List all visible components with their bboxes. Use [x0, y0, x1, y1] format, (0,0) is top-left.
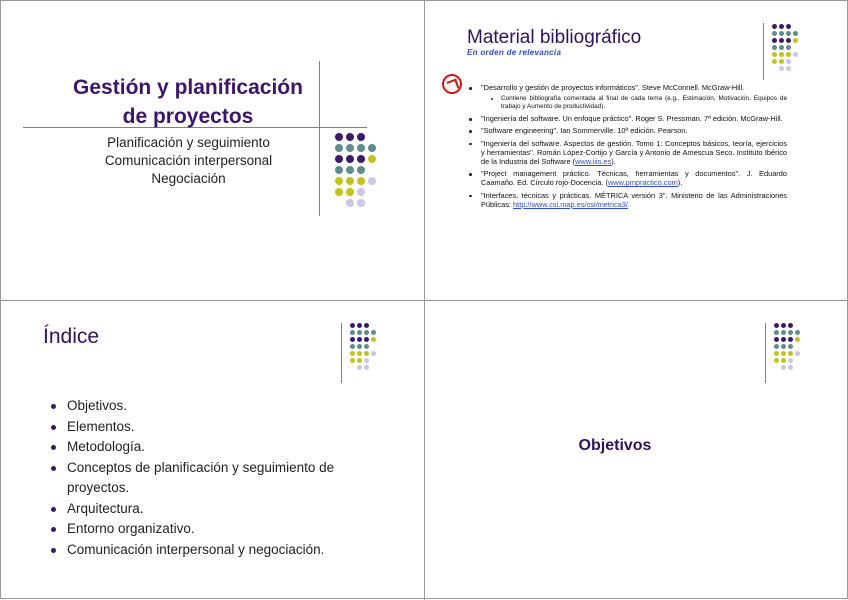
presentation-title [43, 73, 333, 131]
decorative-dot [786, 38, 791, 43]
slide-objectives [425, 301, 848, 600]
decorative-dot [364, 323, 369, 328]
pmpractico-link[interactable]: www.pmpractico.com [607, 178, 678, 188]
decorative-dot [774, 358, 779, 363]
decorative-dot [781, 337, 786, 342]
decorative-dot [346, 199, 354, 207]
decorative-dot [357, 330, 362, 335]
index-item: Objetivos. [49, 396, 369, 417]
decorative-dot [772, 59, 777, 64]
decorative-dot [335, 133, 343, 141]
subtitle-line: Negociación [151, 171, 226, 186]
decorative-dot [788, 337, 793, 342]
bibliography-item: "Project management práctico. Técnicas, herramientas y documentos". J. Eduardo Caamaño. Ed. Círculo rojo-Docencia. (www.pmpractico.com). [467, 169, 787, 187]
decorative-dot [350, 337, 355, 342]
dot-grid-rule [341, 323, 342, 383]
decorative-dot [774, 323, 779, 328]
bibliography-item: "Software engineering". Ian Sommerville. 10ª edición. Pearson. [467, 126, 787, 135]
decorative-dot [371, 330, 376, 335]
decorative-dot [357, 344, 362, 349]
decorative-dot [779, 31, 784, 36]
decorative-dot [357, 188, 365, 196]
index-item: Comunicación interpersonal y negociación. [49, 540, 369, 561]
decorative-dot [357, 358, 362, 363]
decorative-dot [368, 144, 376, 152]
decorative-dot [788, 344, 793, 349]
iiis-link[interactable]: www.iiis.es [575, 157, 612, 167]
decorative-dot [774, 330, 779, 335]
decorative-dot [779, 52, 784, 57]
decorative-dot [781, 344, 786, 349]
decorative-dot [781, 330, 786, 335]
decorative-dot [350, 358, 355, 363]
index-item: Conceptos de planificación y seguimiento de proyectos. [49, 458, 369, 499]
decorative-dot [786, 24, 791, 29]
decorative-dot [779, 59, 784, 64]
decorative-dot [786, 31, 791, 36]
decorative-dot [346, 166, 354, 174]
decorative-dot [346, 177, 354, 185]
decorative-dot [786, 45, 791, 50]
decorative-dot [346, 133, 354, 141]
decorative-dot [772, 38, 777, 43]
decorative-dot [788, 330, 793, 335]
decorative-dot [774, 344, 779, 349]
index-item: Arquitectura. [49, 499, 369, 520]
decorative-dot [779, 24, 784, 29]
handwritten-note: En orden de relevancia [467, 48, 562, 57]
decorative-dot [357, 133, 365, 141]
decorative-dot [357, 365, 362, 370]
bibliography-list [467, 83, 787, 212]
metrica3-link[interactable]: http://www.csi.map.es/csi/metrica3/ [513, 199, 629, 209]
decorative-dot [793, 38, 798, 43]
decorative-dot [779, 66, 784, 71]
decorative-dot [774, 351, 779, 356]
decorative-dot [779, 45, 784, 50]
bibliography-item: "Desarrollo y gestión de proyectos informáticos". Steve McConnell. McGraw-Hill. [467, 83, 787, 92]
decorative-dot [781, 351, 786, 356]
decorative-dot [793, 31, 798, 36]
decorative-dot [788, 358, 793, 363]
decorative-dot [357, 144, 365, 152]
decorative-dot [795, 330, 800, 335]
decorative-dot [350, 344, 355, 349]
decorative-dot [788, 365, 793, 370]
decorative-dot [781, 365, 786, 370]
decorative-dot [357, 166, 365, 174]
decorative-dot [772, 31, 777, 36]
decorative-dot [335, 188, 343, 196]
dot-grid-rule [765, 323, 766, 383]
decorative-dot [364, 365, 369, 370]
decorative-dot [335, 177, 343, 185]
subtitle-line: Comunicación interpersonal [104, 153, 273, 168]
decorative-dot [335, 166, 343, 174]
decorative-dot [371, 351, 376, 356]
decorative-dot [357, 337, 362, 342]
pointing-hand-sticker-icon [442, 74, 462, 94]
presentation-subtitle [61, 134, 316, 188]
decorative-dot [772, 52, 777, 57]
decorative-dot [357, 323, 362, 328]
decorative-dot [774, 337, 779, 342]
index-item: Elementos. [49, 417, 369, 438]
decorative-dot [779, 38, 784, 43]
decorative-dot [786, 59, 791, 64]
subtitle-line: Planificación y seguimiento [107, 135, 270, 150]
index-list [49, 396, 369, 560]
decorative-dot [364, 337, 369, 342]
decorative-dot [357, 351, 362, 356]
index-item: Entorno organizativo. [49, 519, 369, 540]
decorative-dot [346, 188, 354, 196]
decorative-dot [346, 144, 354, 152]
decorative-dot [795, 337, 800, 342]
decorative-dot [793, 52, 798, 57]
index-item: Metodología. [49, 437, 369, 458]
decorative-dot [335, 155, 343, 163]
decorative-dot [350, 323, 355, 328]
decorative-dot [368, 155, 376, 163]
slide-heading: Material bibliográfico [467, 27, 642, 48]
decorative-dot [357, 177, 365, 185]
decorative-dot [368, 177, 376, 185]
slide-heading: Índice [43, 325, 100, 348]
dot-grid-rule [763, 23, 764, 80]
decorative-dot [781, 323, 786, 328]
decorative-dot [350, 351, 355, 356]
decorative-dot [364, 344, 369, 349]
decorative-dot [364, 330, 369, 335]
decorative-dot [364, 358, 369, 363]
decorative-dot [346, 155, 354, 163]
presentation-title-line-2: de proyectos [122, 105, 254, 128]
decorative-dot [772, 45, 777, 50]
decorative-dot [364, 351, 369, 356]
slide-title [1, 1, 424, 300]
decorative-dot [786, 52, 791, 57]
decorative-dot [335, 144, 343, 152]
decorative-dot [357, 155, 365, 163]
decorative-dot [795, 351, 800, 356]
presentation-title-line-1: Gestión y planificación [73, 76, 303, 99]
decorative-dot [786, 66, 791, 71]
decorative-dot [788, 351, 793, 356]
bibliography-item: "Ingeniería del software. Un enfoque práctico". Roger S. Pressman. 7ª edición. McGraw-Hill. [467, 114, 787, 123]
decorative-dot [357, 199, 365, 207]
bibliography-item: "Ingeniería del software. Aspectos de gestión. Tomo 1: Conceptos básicos, teoría, ejercicios y herramientas". Román López-Cortijo y García y Antonio de Amescua Seco. Instituto Ibérico de la Industria del Software (www.iiis.es). [467, 139, 787, 167]
decorative-dot [781, 358, 786, 363]
decorative-dot [772, 24, 777, 29]
decorative-dot [350, 330, 355, 335]
decorative-dot [788, 323, 793, 328]
slide-bibliography [425, 1, 848, 300]
decorative-dot [371, 337, 376, 342]
section-title: Objetivos [578, 437, 652, 454]
bibliography-item: "Interfaces, técnicas y prácticas. MÉTRICA versión 3". Ministerio de las Administraciones Públicas: http://www.csi.map.es/csi/metrica3/. [467, 191, 787, 209]
slide-index [1, 301, 424, 600]
bibliography-subitem: Contiene bibliografía comentada al final de cada tema (e.g., Estimación, Motivación, Equipos de trabajo y Aumento de productividad). [467, 95, 787, 111]
